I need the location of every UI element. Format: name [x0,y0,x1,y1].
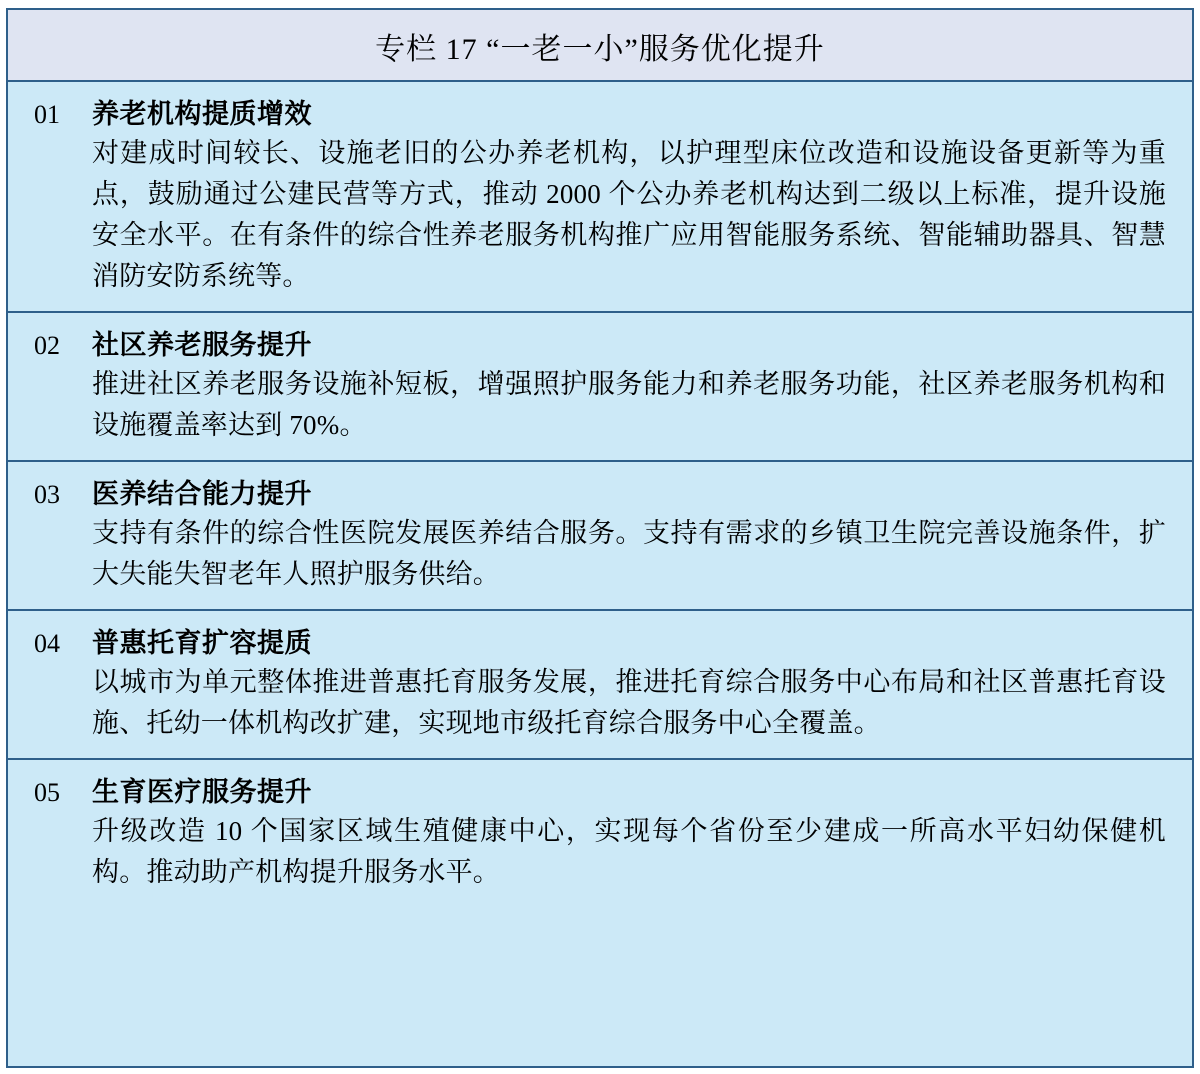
item-number: 03 [34,480,60,510]
item-body: 对建成时间较长、设施老旧的公办养老机构，以护理型床位改造和设施设备更新等为重点，鼓励通过公建民营等方式，推动 2000 个公办养老机构达到二级以上标准，提升设施安全水平。在有条件的综合性养老服务机构推广应用智能服务系统、智能辅助器具、智慧消防安防系统等。 [92,138,1166,292]
list-item [8,462,1192,611]
item-title: 生育医疗服务提升 [92,777,312,808]
item-header [34,92,1166,131]
item-title: 医养结合能力提升 [92,479,312,510]
list-item [8,760,1192,907]
item-header [34,472,1166,511]
item-number: 02 [34,331,60,361]
item-header [34,323,1166,362]
item-header [34,621,1166,660]
item-number: 05 [34,778,60,808]
item-title: 养老机构提质增效 [92,99,312,129]
item-body: 推进社区养老服务设施补短板，增强照护服务能力和养老服务功能，社区养老服务机构和设施覆盖率达到 70%。 [92,369,1166,441]
item-number: 04 [34,629,60,659]
item-number: 01 [34,100,60,129]
list-item [8,313,1192,462]
item-body: 升级改造 10 个国家区域生殖健康中心，实现每个省份至少建成一所高水平妇幼保健机构。推动助产机构提升服务水平。 [92,816,1166,888]
item-title: 普惠托育扩容提质 [92,628,312,659]
box-title: 专栏 17 “一老一小”服务优化提升 [8,10,1192,82]
item-body: 以城市为单元整体推进普惠托育服务发展，推进托育综合服务中心布局和社区普惠托育设施、托幼一体机构改扩建，实现地市级托育综合服务中心全覆盖。 [92,667,1166,739]
item-header [34,770,1166,809]
item-body: 支持有条件的综合性医院发展医养结合服务。支持有需求的乡镇卫生院完善设施条件，扩大失能失智老年人照护服务供给。 [92,518,1166,590]
list-item [8,611,1192,760]
item-title: 社区养老服务提升 [92,330,312,361]
feature-box [6,8,1194,1068]
list-item [8,82,1192,313]
